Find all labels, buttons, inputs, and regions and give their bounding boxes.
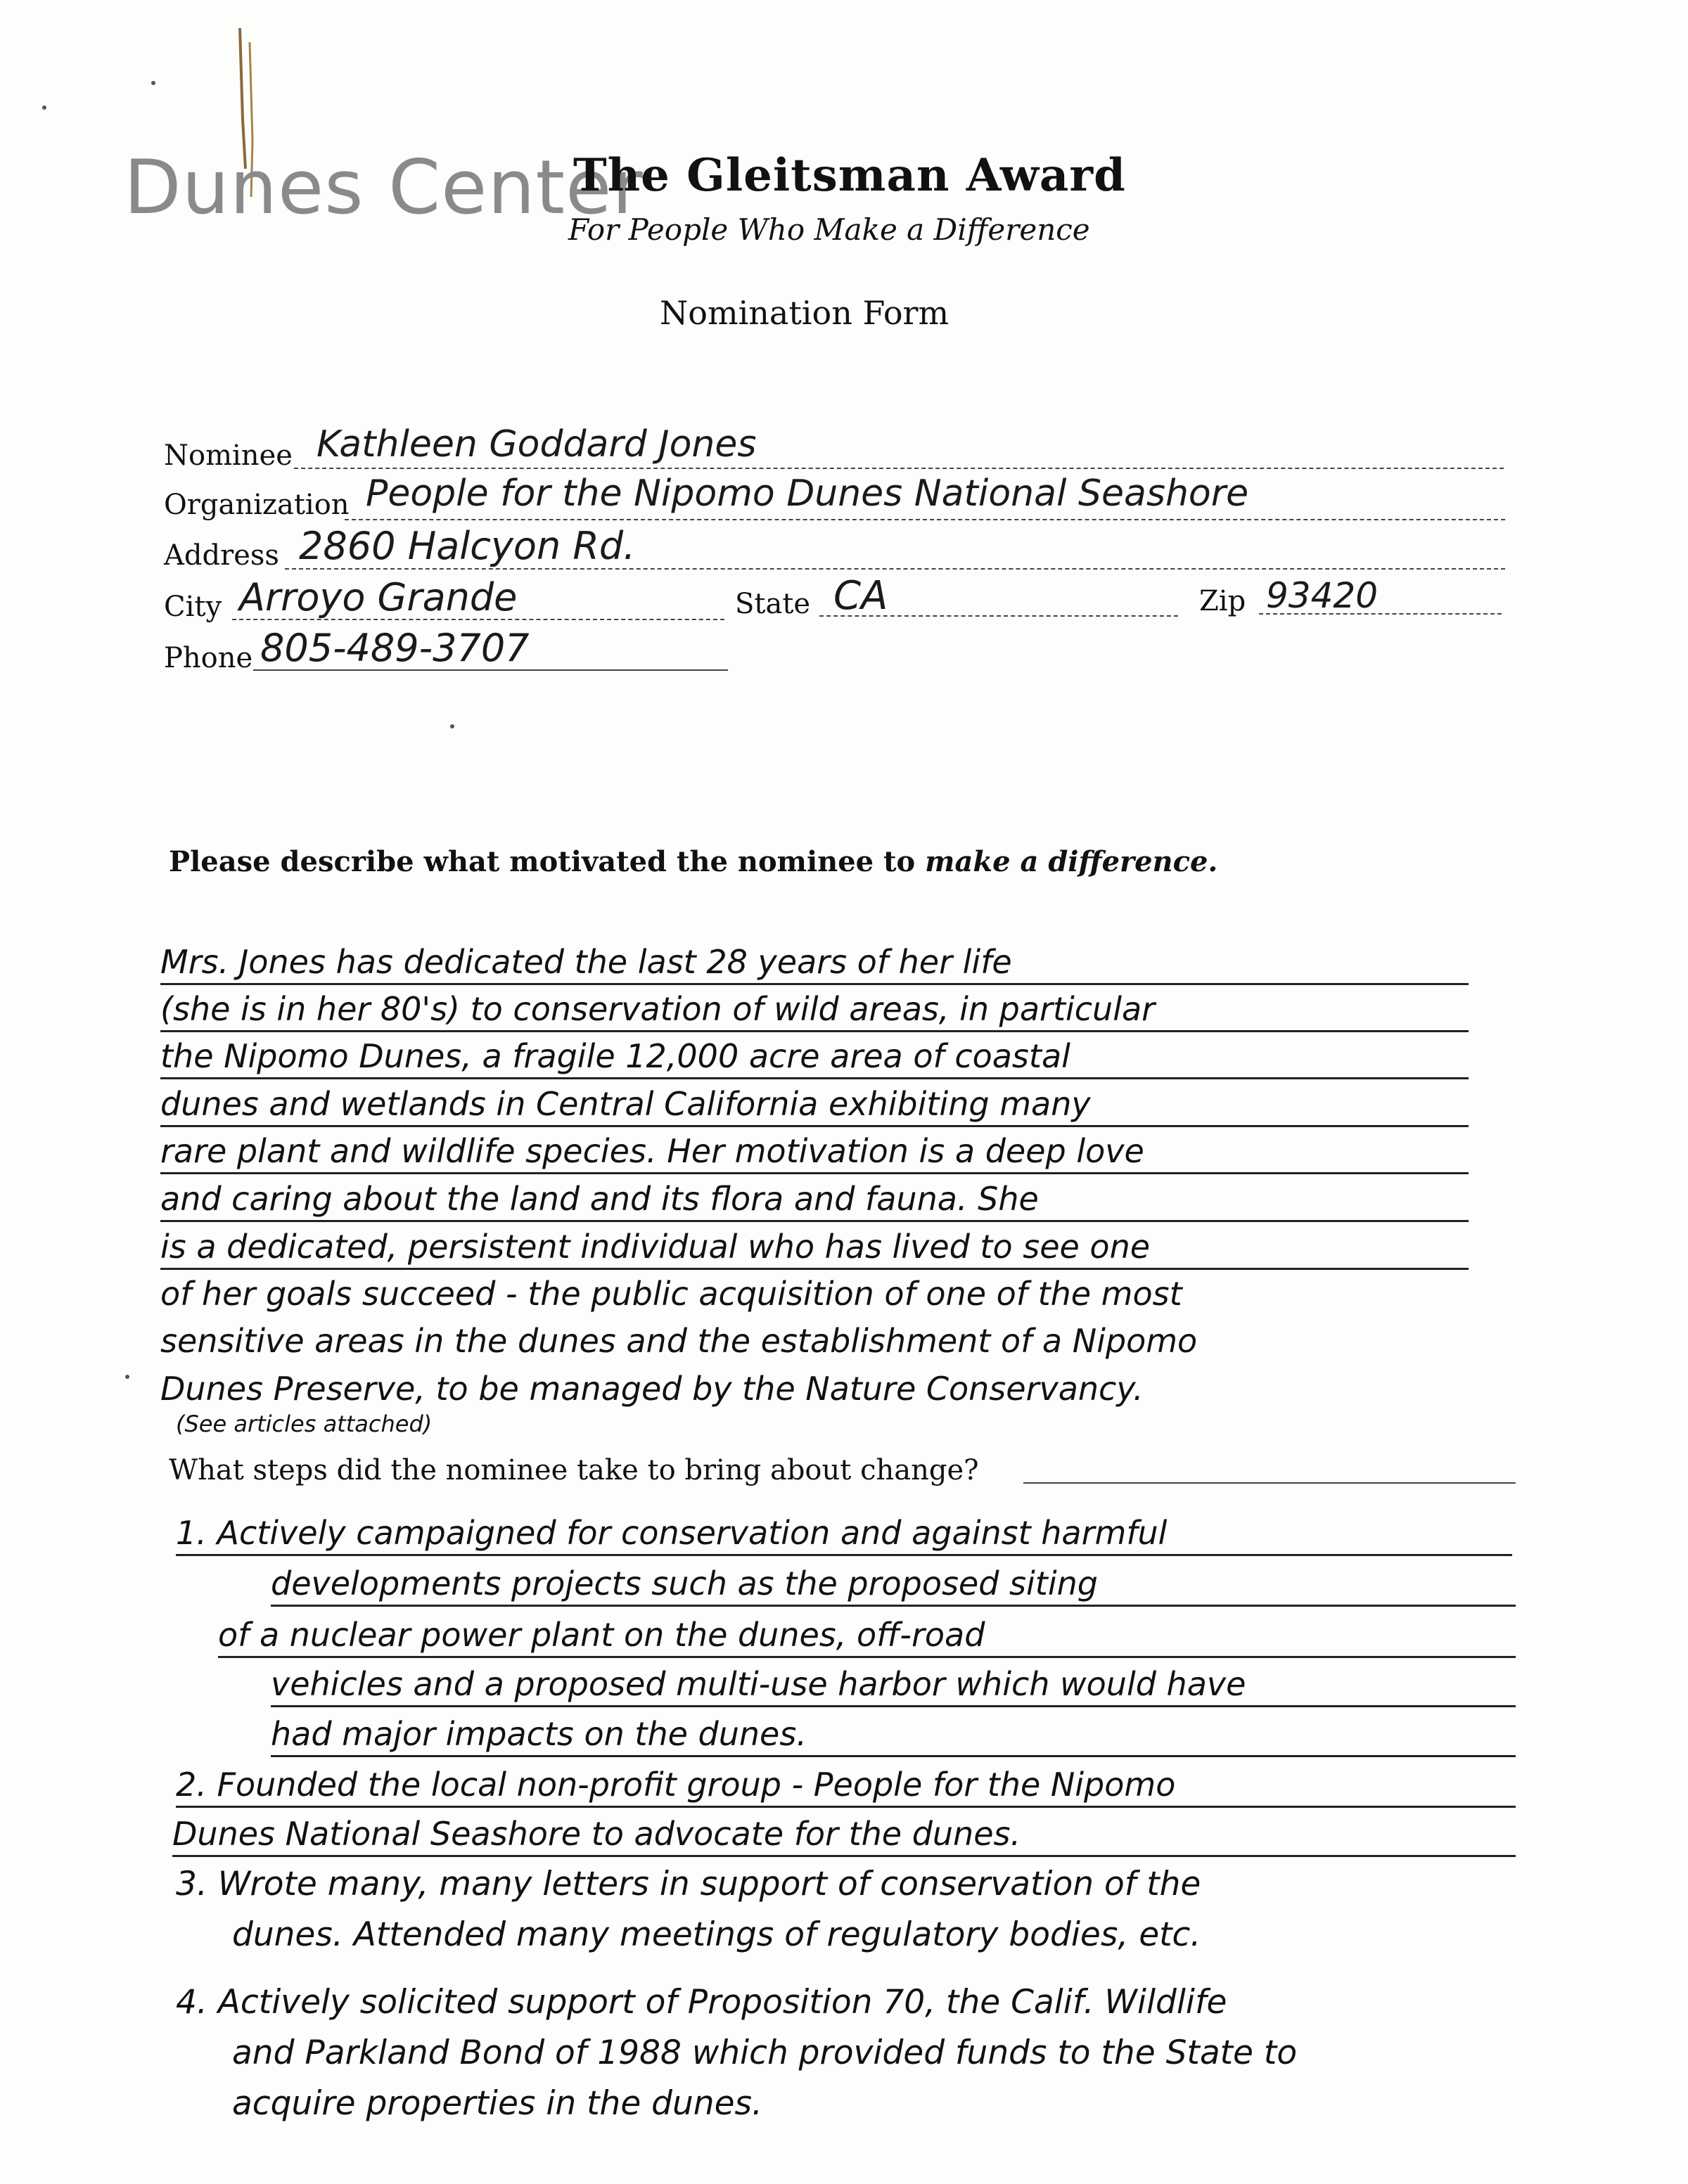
answer-line: Dunes Preserve, to be managed by the Nature Conservancy. xyxy=(160,1370,1144,1408)
scan-speck xyxy=(450,724,454,728)
answer-line: sensitive areas in the dunes and the establishment of a Nipomo xyxy=(160,1322,1198,1360)
answer-line: acquire properties in the dunes. xyxy=(232,2084,762,2123)
answer-line: (she is in her 80's) to conservation of wild areas, in particular xyxy=(160,988,1469,1032)
nominee-line xyxy=(294,468,1504,469)
answer-line: 4. Actively solicited support of Proposition 70, the Calif. Wildlife xyxy=(176,1983,1227,2022)
scan-speck xyxy=(42,105,46,110)
nominee-value: Kathleen Goddard Jones xyxy=(316,423,757,465)
answer-line: of a nuclear power plant on the dunes, off-road xyxy=(218,1614,1516,1658)
nominee-label: Nominee xyxy=(164,439,293,472)
see-articles-note: (See articles attached) xyxy=(176,1411,433,1437)
answer-line: of her goals succeed - the public acquisition of one of the most xyxy=(160,1275,1182,1313)
answer-line: 1. Actively campaigned for conservation and against harmful xyxy=(176,1512,1512,1556)
city-label: City xyxy=(164,591,222,623)
answer-line: is a dedicated, persistent individual who has lived to see one xyxy=(160,1226,1469,1270)
state-value: CA xyxy=(833,573,888,619)
phone-value: 805-489-3707 xyxy=(260,626,530,670)
answer-line: and Parkland Bond of 1988 which provided funds to the State to xyxy=(232,2034,1298,2072)
organization-line xyxy=(345,519,1505,520)
zip-label: Zip xyxy=(1199,585,1246,617)
answer-line: developments projects such as the proposed siting xyxy=(271,1562,1516,1607)
state-label: State xyxy=(735,588,811,620)
scan-speck xyxy=(125,1375,129,1379)
award-subtitle: For People Who Make a Difference xyxy=(568,212,1090,247)
scan-speck xyxy=(151,81,155,85)
question-steps-line xyxy=(1023,1482,1516,1484)
address-line xyxy=(285,568,1505,570)
city-value: Arroyo Grande xyxy=(239,575,518,619)
question-steps: What steps did the nominee take to bring about change? xyxy=(169,1454,979,1486)
answer-line: dunes. Attended many meetings of regulatory bodies, etc. xyxy=(232,1915,1201,1954)
answer-line: and caring about the land and its flora and fauna. She xyxy=(160,1178,1469,1222)
form-title: Nomination Form xyxy=(660,294,950,332)
answer-line: the Nipomo Dunes, a fragile 12,000 acre area of coastal xyxy=(160,1035,1469,1079)
answer-line: Dunes National Seashore to advocate for the dunes. xyxy=(172,1813,1516,1857)
answer-line: vehicles and a proposed multi-use harbor which would have xyxy=(271,1663,1516,1707)
watermark: Dunes Center xyxy=(124,144,644,231)
answer-line: Mrs. Jones has dedicated the last 28 years of her life xyxy=(160,941,1469,985)
address-label: Address xyxy=(164,539,279,572)
answer-line: had major impacts on the dunes. xyxy=(271,1713,1516,1757)
phone-label: Phone xyxy=(164,642,253,674)
answer-line: 2. Founded the local non-profit group - People for the Nipomo xyxy=(176,1764,1516,1808)
answer-line: 3. Wrote many, many letters in support of conservation of the xyxy=(176,1865,1201,1903)
organization-label: Organization xyxy=(164,489,350,521)
award-title: The Gleitsman Award xyxy=(573,149,1126,202)
answer-line: dunes and wetlands in Central California exhibiting many xyxy=(160,1083,1469,1127)
organization-value: People for the Nipomo Dunes National Seashore xyxy=(366,473,1249,515)
answer-line: rare plant and wildlife species. Her motivation is a deep love xyxy=(160,1130,1469,1174)
question-motivation: Please describe what motivated the nominee to make a difference. xyxy=(169,845,1218,878)
address-value: 2860 Halcyon Rd. xyxy=(299,524,636,568)
zip-value: 93420 xyxy=(1266,575,1379,616)
